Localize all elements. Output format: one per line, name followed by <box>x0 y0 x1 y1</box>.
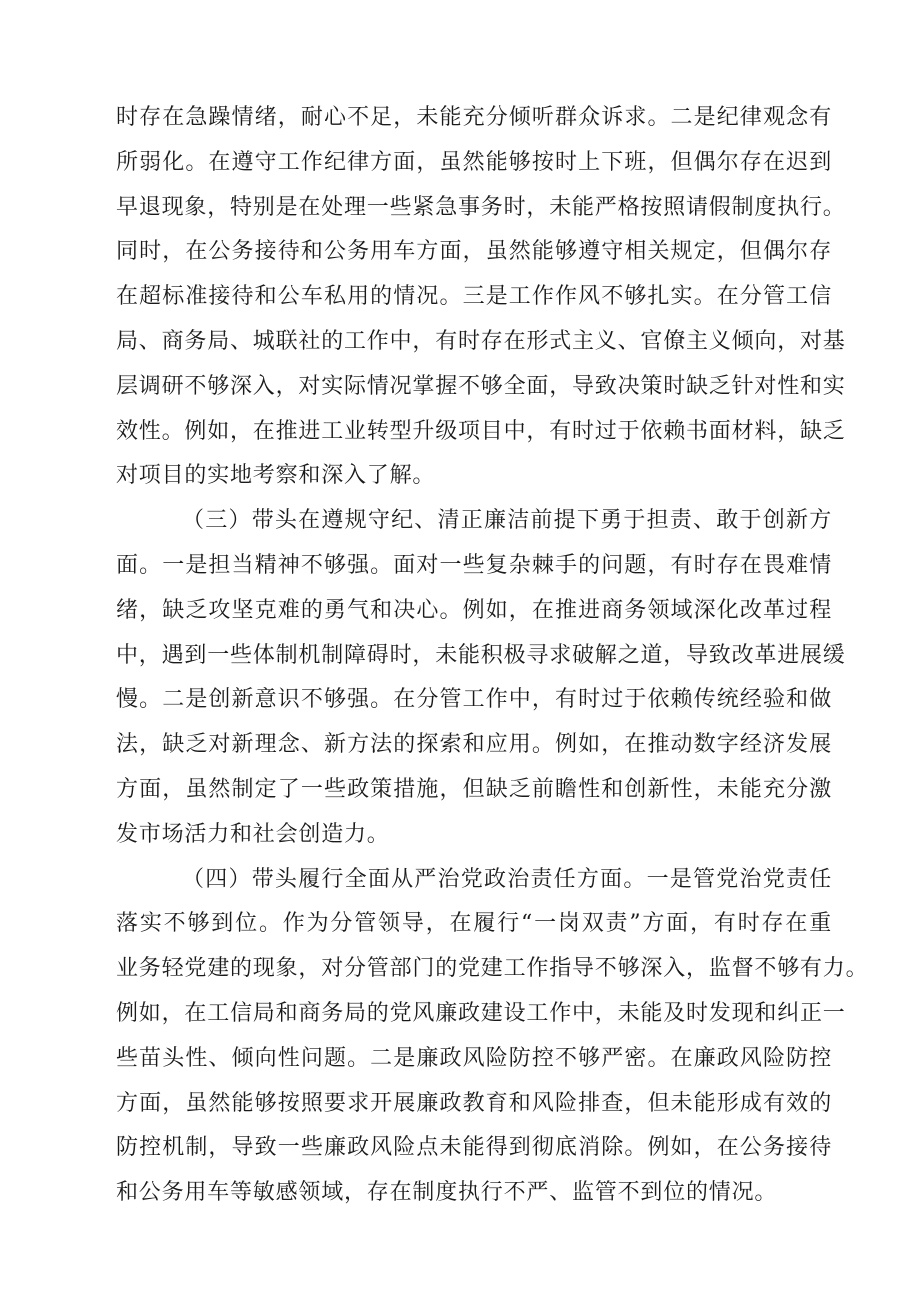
text-line: 中，遇到一些体制机制障碍时，未能积极寻求破解之道，导致改革进展缓 <box>116 642 846 668</box>
text-line: 早退现象，特别是在处理一些紧急事务时，未能严格按照请假制度执行。 <box>116 194 846 220</box>
text-line: 面。一是担当精神不够强。面对一些复杂棘手的问题，有时存在畏难情 <box>116 552 832 578</box>
text-line: 防控机制，导致一些廉政风险点未能得到彻底消除。例如，在公务接待 <box>116 1135 832 1161</box>
text-line: 业务轻党建的现象，对分管部门的党建工作指导不够深入，监督不够有力。 <box>116 956 869 982</box>
text-line: 效性。例如，在推进工业转型升级项目中，有时过于依赖书面材料，缺乏 <box>116 418 846 444</box>
text-line: 层调研不够深入，对实际情况掌握不够全面，导致决策时缺乏针对性和实 <box>116 373 846 399</box>
paragraph-section-3 <box>116 499 846 857</box>
text-line: 对项目的实地考察和深入了解。 <box>116 463 436 489</box>
text-line: 所弱化。在遵守工作纪律方面，虽然能够按时上下班，但偶尔存在迟到 <box>116 149 832 175</box>
text-line: 在超标准接待和公车私用的情况。三是工作作风不够扎实。在分管工信 <box>116 284 832 310</box>
text-line: 时存在急躁情绪，耐心不足，未能充分倾听群众诉求。二是纪律观念有 <box>116 105 832 130</box>
document-body <box>116 96 869 1216</box>
text-line: 方面，虽然制定了一些政策措施，但缺乏前瞻性和创新性，未能充分激 <box>116 776 832 802</box>
text-line: 方面，虽然能够按照要求开展廉政教育和风险排查，但未能形成有效的 <box>116 1090 832 1116</box>
text-line: 例如，在工信局和商务局的党风廉政建设工作中，未能及时发现和纠正一 <box>116 1000 846 1026</box>
text-line: 些苗头性、倾向性问题。二是廉政风险防控不够严密。在廉政风险防控 <box>116 1045 832 1071</box>
text-line: 落实不够到位。作为分管领导，在履行“一岗双责”方面，有时存在重 <box>116 911 832 937</box>
text-line: 同时，在公务接待和公务用车方面，虽然能够遵守相关规定，但偶尔存 <box>116 239 832 265</box>
section-heading-line: （四）带头履行全面从严治党政治责任方面。一是管党治党责任 <box>182 866 832 892</box>
text-line: 法，缺乏对新理念、新方法的探索和应用。例如，在推动数字经济发展 <box>116 732 832 758</box>
paragraph-continuation <box>116 96 846 499</box>
text-line: 绪，缺乏攻坚克难的勇气和决心。例如，在推进商务领域深化改革过程 <box>116 597 832 623</box>
text-line: 局、商务局、城联社的工作中，有时存在形式主义、官僚主义倾向，对基 <box>116 328 846 354</box>
text-line: 和公务用车等敏感领域，存在制度执行不严、监管不到位的情况。 <box>116 1180 778 1206</box>
paragraph-section-4 <box>116 858 869 1216</box>
text-line: 慢。二是创新意识不够强。在分管工作中，有时过于依赖传统经验和做 <box>116 687 832 713</box>
text-line: 发市场活力和社会创造力。 <box>116 821 390 847</box>
section-heading-line: （三）带头在遵规守纪、清正廉洁前提下勇于担责、敢于创新方 <box>182 508 832 534</box>
